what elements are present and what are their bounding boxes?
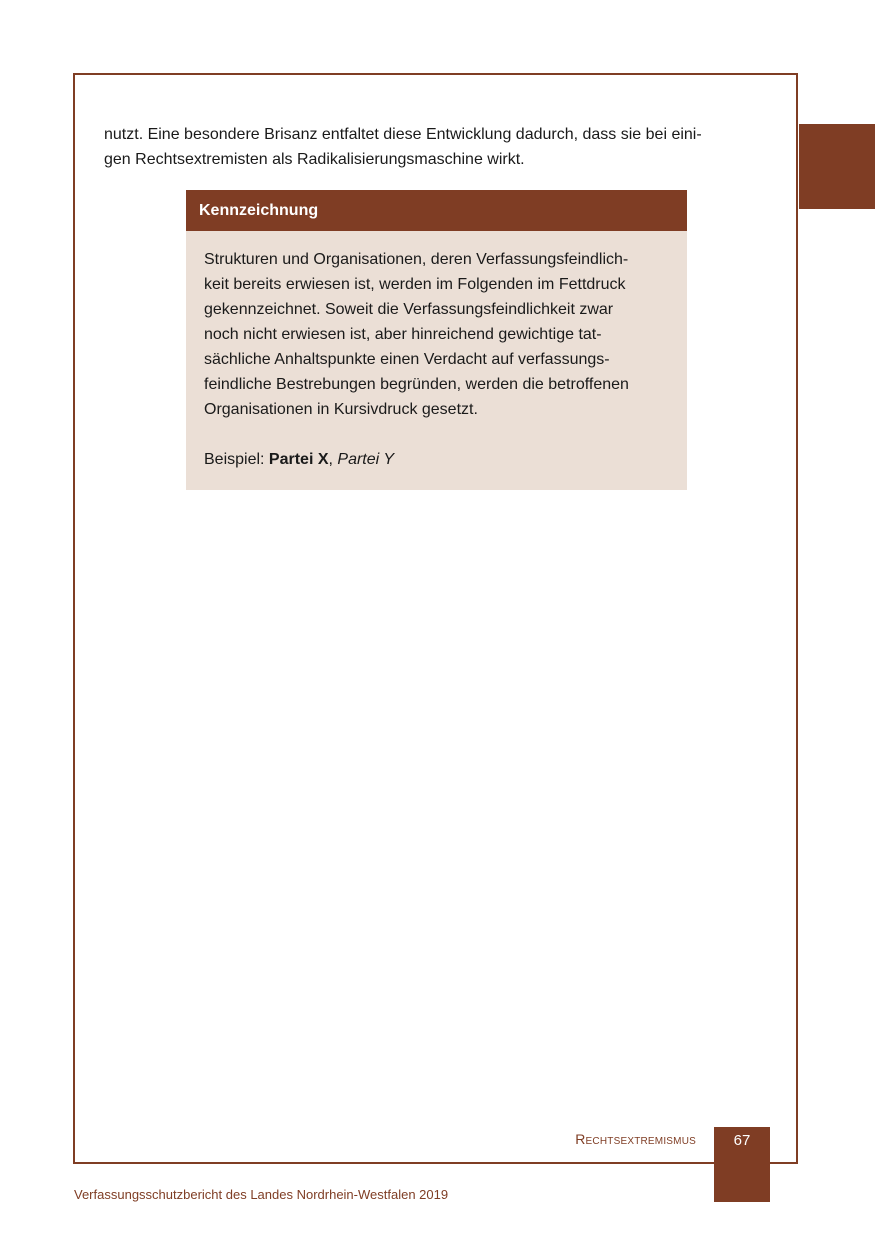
infobox-line: sächliche Anhaltspunkte einen Verdacht auf verfassungs- xyxy=(204,351,610,368)
infobox-line: gekennzeichnet. Soweit die Verfassungsfeindlichkeit zwar xyxy=(204,301,614,318)
intro-line: nutzt. Eine besondere Brisanz entfaltet diese Entwicklung dadurch, dass sie bei eini- xyxy=(104,126,702,143)
chapter-side-tab xyxy=(799,124,875,209)
infobox-example xyxy=(204,447,669,472)
page-number-box xyxy=(714,1127,770,1202)
example-bold: Partei X xyxy=(268,451,329,468)
intro-line: gen Rechtsextremisten als Radikalisierungsmaschine wirkt. xyxy=(104,151,525,168)
kennzeichnung-infobox xyxy=(186,190,687,490)
section-label: Rechtsextremismus xyxy=(575,1131,696,1147)
example-prefix: Beispiel: xyxy=(204,451,269,468)
infobox-title: Kennzeichnung xyxy=(186,190,687,231)
infobox-line: Organisationen in Kursivdruck gesetzt. xyxy=(204,401,478,418)
infobox-line: noch nicht erwiesen ist, aber hinreichend gewichtige tat- xyxy=(204,326,602,343)
example-separator: , xyxy=(328,451,338,468)
intro-paragraph xyxy=(104,122,754,172)
infobox-line: keit bereits erwiesen ist, werden im Folgenden im Fettdruck xyxy=(204,276,626,293)
publication-footer: Verfassungsschutzbericht des Landes Nordrhein-Westfalen 2019 xyxy=(74,1187,449,1202)
example-italic: Partei Y xyxy=(337,451,395,468)
infobox-line: Strukturen und Organisationen, deren Verfassungsfeindlich- xyxy=(204,251,629,268)
infobox-body xyxy=(186,231,687,472)
infobox-line: feindliche Bestrebungen begründen, werden die betroffenen xyxy=(204,376,629,393)
page-number: 67 xyxy=(733,1132,751,1149)
